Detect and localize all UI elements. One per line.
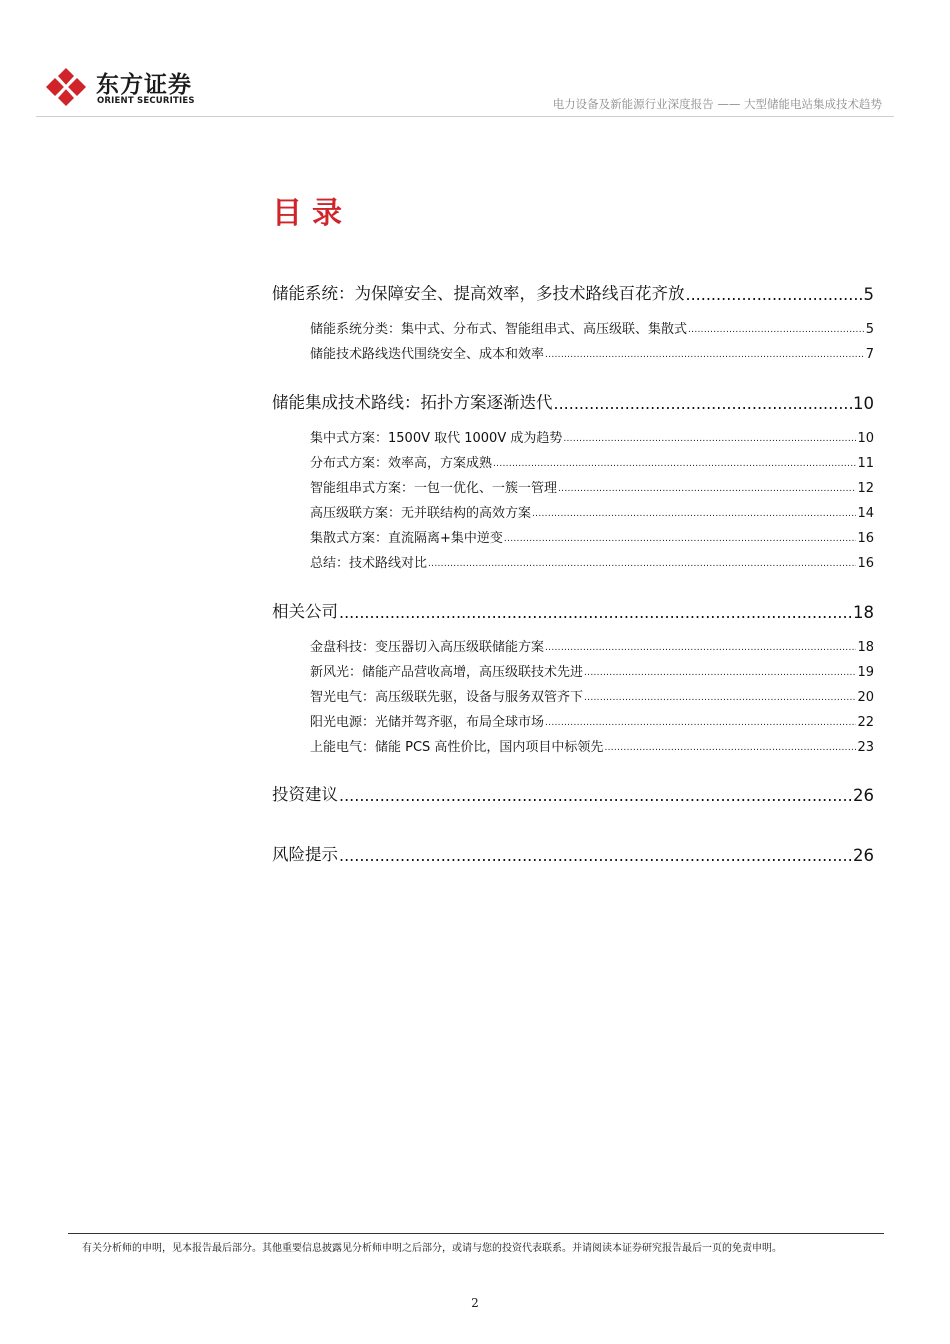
toc-leader-dots — [504, 534, 857, 546]
toc-entry-section-2[interactable] — [272, 389, 874, 413]
toc-entry-page: 23 — [857, 740, 874, 755]
toc-entry-page: 5 — [865, 322, 874, 337]
toc-entry-page: 5 — [863, 285, 874, 304]
toc-leader-dots — [584, 693, 856, 705]
toc-entry-label: 储能系统：为保障安全、提高效率，多技术路线百花齐放 — [272, 284, 685, 303]
toc-leader-dots — [532, 509, 856, 521]
toc-leader-dots — [554, 394, 853, 413]
toc-leader-dots — [493, 459, 856, 471]
toc-entry-2-1[interactable] — [310, 427, 874, 446]
toc-entry-label: 智能组串式方案：一包一优化、一簇一管理 — [310, 481, 558, 496]
logo-english-text: ORIENT SECURITIES — [97, 96, 195, 106]
toc-entry-page: 18 — [853, 603, 874, 622]
toc-entry-page: 20 — [857, 690, 874, 705]
toc-title: 目录 — [272, 196, 352, 231]
toc-entry-label: 集中式方案：1500V 取代 1000V 成为趋势 — [310, 431, 563, 446]
toc-entry-label: 智光电气：高压级联先驱，设备与服务双管齐下 — [310, 690, 584, 705]
toc-entry-label: 相关公司 — [272, 602, 338, 621]
toc-leader-dots — [428, 559, 856, 571]
toc-leader-dots — [545, 718, 856, 730]
toc-entry-label: 总结：技术路线对比 — [310, 556, 428, 571]
toc-leader-dots — [604, 743, 856, 755]
toc-entry-2-2[interactable] — [310, 452, 874, 471]
toc-entry-section-3[interactable] — [272, 598, 874, 622]
toc-entry-label: 阳光电源：光储并驾齐驱，布局全球市场 — [310, 715, 545, 730]
toc-entry-page: 7 — [865, 347, 874, 362]
footer-divider — [68, 1233, 884, 1234]
toc-entry-2-3[interactable] — [310, 477, 874, 496]
toc-entry-label: 投资建议 — [272, 785, 338, 804]
toc-entry-3-5[interactable] — [310, 736, 874, 755]
toc-entry-label: 分布式方案：效率高，方案成熟 — [310, 456, 493, 471]
page-number: 2 — [471, 1296, 479, 1310]
toc-entry-page: 10 — [857, 431, 874, 446]
toc-entry-page: 16 — [857, 556, 874, 571]
toc-entry-label: 储能系统分类：集中式、分布式、智能组串式、高压级联、集散式 — [310, 322, 688, 337]
toc-entry-section-4[interactable] — [272, 781, 874, 805]
toc-entry-label: 集散式方案：直流隔离+集中逆变 — [310, 531, 503, 546]
toc-entry-label: 高压级联方案：无并联结构的高效方案 — [310, 506, 532, 521]
orient-logo-icon — [44, 66, 88, 108]
toc-entry-section-5[interactable] — [272, 841, 874, 865]
toc-leader-dots — [339, 786, 852, 805]
company-logo — [44, 66, 204, 108]
toc-entry-3-3[interactable] — [310, 686, 874, 705]
toc-entry-1-2[interactable] — [310, 343, 874, 362]
toc-entry-page: 11 — [857, 456, 874, 471]
toc-entry-2-5[interactable] — [310, 527, 874, 546]
toc-entry-3-1[interactable] — [310, 636, 874, 655]
toc-entry-label: 上能电气：储能 PCS 高性价比，国内项目中标领先 — [310, 740, 604, 755]
toc-entry-page: 16 — [857, 531, 874, 546]
footer-disclaimer: 有关分析师的申明，见本报告最后部分。其他重要信息披露见分析师申明之后部分，或请与您的投资代表联系。并请阅读本证券研究报告最后一页的免责申明。 — [82, 1243, 782, 1254]
toc-leader-dots — [339, 846, 852, 865]
toc-entry-2-6[interactable] — [310, 552, 874, 571]
toc-entry-page: 14 — [857, 506, 874, 521]
toc-entry-label: 金盘科技：变压器切入高压级联储能方案 — [310, 640, 545, 655]
toc-entry-page: 18 — [857, 640, 874, 655]
toc-entry-2-4[interactable] — [310, 502, 874, 521]
toc-leader-dots — [339, 603, 852, 622]
toc-leader-dots — [545, 643, 856, 655]
header-divider — [36, 116, 894, 117]
toc-entry-label: 储能技术路线迭代围绕安全、成本和效率 — [310, 347, 545, 362]
toc-leader-dots — [545, 350, 865, 362]
toc-entry-page: 26 — [853, 846, 874, 865]
toc-entry-label: 储能集成技术路线：拓扑方案逐渐迭代 — [272, 393, 553, 412]
toc-entry-label: 风险提示 — [272, 845, 338, 864]
toc-leader-dots — [563, 434, 856, 446]
toc-entry-page: 26 — [853, 786, 874, 805]
toc-leader-dots — [688, 325, 865, 337]
toc-leader-dots — [686, 285, 863, 304]
toc-entry-1-1[interactable] — [310, 318, 874, 337]
toc-entry-page: 10 — [853, 394, 874, 413]
toc-entry-section-1[interactable] — [272, 280, 874, 304]
toc-entry-page: 19 — [857, 665, 874, 680]
toc-leader-dots — [584, 668, 856, 680]
report-header-title: 电力设备及新能源行业深度报告 —— 大型储能电站集成技术趋势 — [552, 97, 882, 111]
toc-entry-3-2[interactable] — [310, 661, 874, 680]
toc-entry-3-4[interactable] — [310, 711, 874, 730]
toc-entry-page: 12 — [857, 481, 874, 496]
toc-entry-page: 22 — [857, 715, 874, 730]
toc-entry-label: 新风光：储能产品营收高增，高压级联技术先进 — [310, 665, 584, 680]
logo-chinese-text: 东方证券 — [96, 72, 192, 98]
toc-leader-dots — [558, 484, 856, 496]
